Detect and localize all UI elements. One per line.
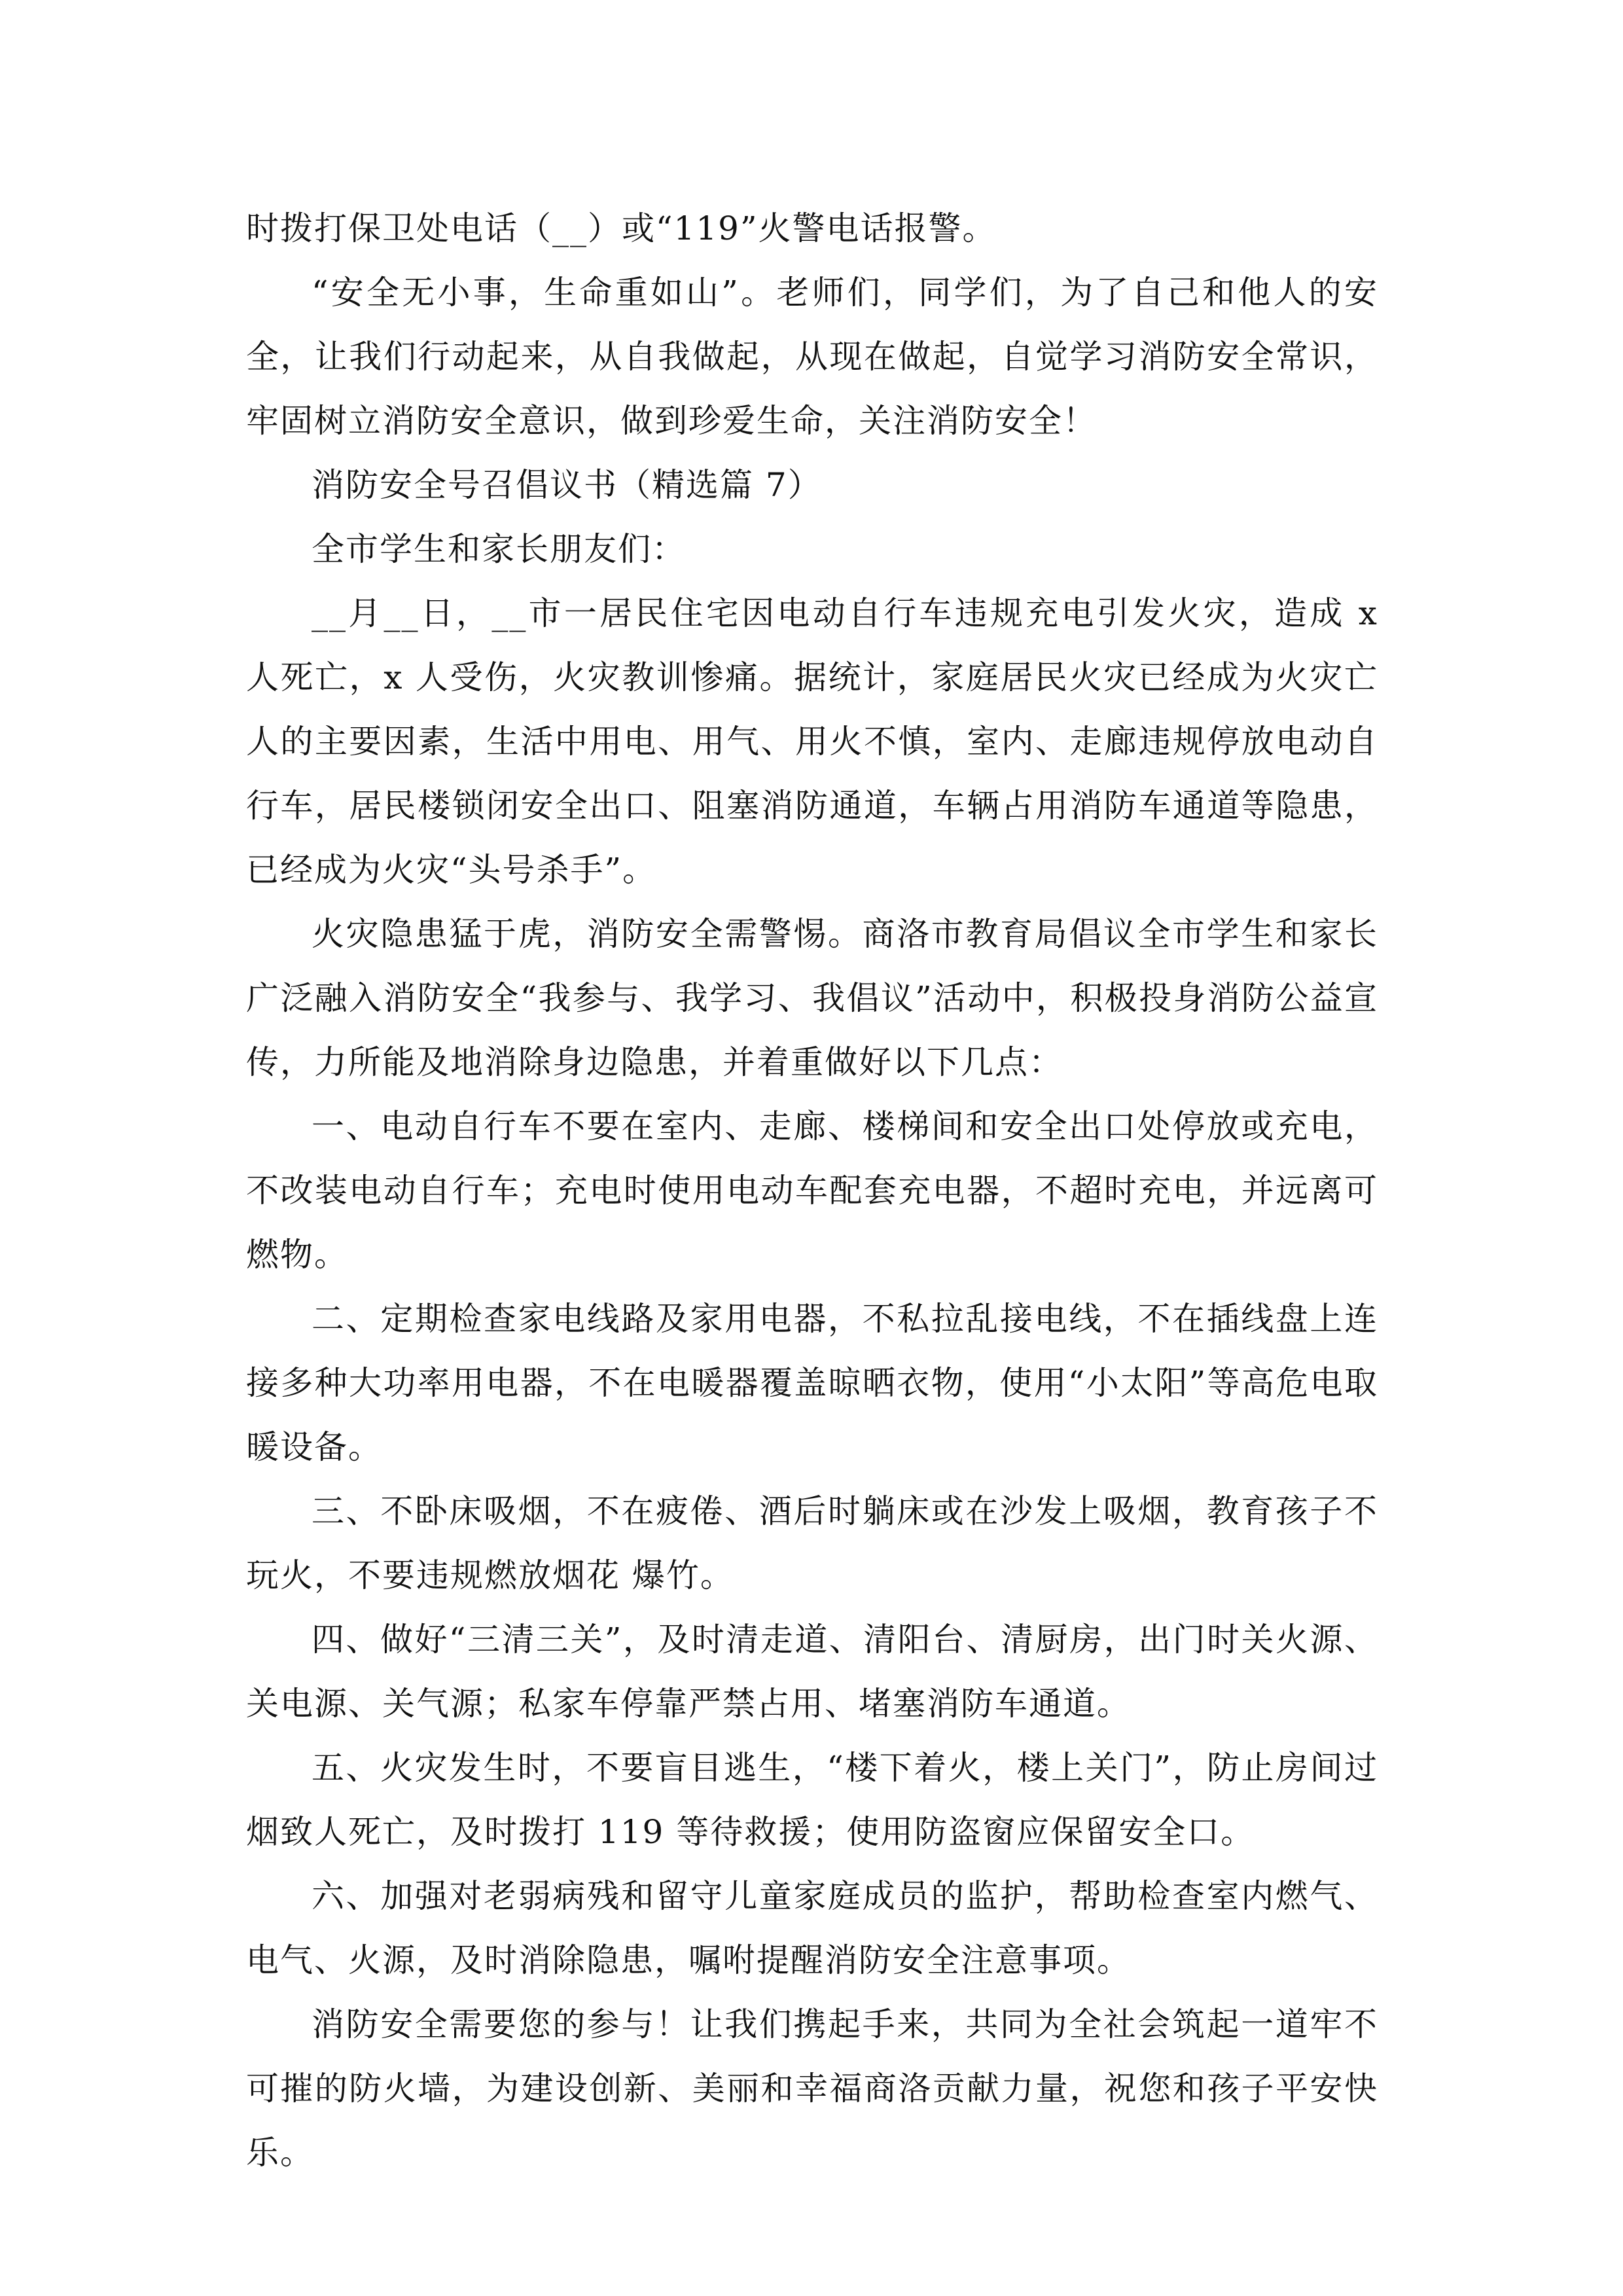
document-page [246,196,1378,2185]
closing-paragraph: 消防安全需要您的参与！让我们携起手来，共同为全社会筑起一道牢不可摧的防火墙，为建设创新、美丽和幸福商洛贡献力量，祝您和孩子平安快乐。 [246,2005,1378,2172]
paragraph-1: 时拨打保卫处电话（__）或“119”火警电话报警。 [246,209,997,247]
salutation: 全市学生和家长朋友们： [312,530,686,568]
item-1: 一、电动自行车不要在室内、走廊、楼梯间和安全出口处停放或充电，不改装电动自行车；充电时使用电动车配套充电器，不超时充电，并远离可燃物。 [246,1107,1378,1274]
paragraph-5: __月__日，__市一居民住宅因电动自行车违规充电引发火灾，造成 x 人死亡，x 人受伤，火灾教训惨痛。据统计，家庭居民火灾已经成为火灾亡人的主要因素，生活中用电、用气、用火不慎，室内、走廊违规停放电动自行车，居民楼锁闭安全出口、阻塞消防通道，车辆占用消防车通道等隐患，已经成为火灾“头号杀手”。 [246,594,1378,889]
paragraph-2: “安全无小事，生命重如山”。老师们，同学们，为了自己和他人的安全，让我们行动起来，从自我做起，从现在做起，自觉学习消防安全常识，牢固树立消防安全意识，做到珍爱生命，关注消防安全！ [246,274,1378,440]
section-heading: 消防安全号召倡议书（精选篇 7） [312,466,822,504]
item-6: 六、加强对老弱病残和留守儿童家庭成员的监护，帮助检查室内燃气、电气、火源，及时消除隐患，嘱咐提醒消防安全注意事项。 [246,1877,1378,1979]
item-3: 三、不卧床吸烟，不在疲倦、酒后时躺床或在沙发上吸烟，教育孩子不玩火，不要违规燃放烟花 爆竹。 [246,1492,1378,1594]
item-4: 四、做好“三清三关”，及时清走道、清阳台、清厨房，出门时关火源、关电源、关气源；私家车停靠严禁占用、堵塞消防车通道。 [246,1621,1378,1723]
paragraph-6: 火灾隐患猛于虎，消防安全需警惕。商洛市教育局倡议全市学生和家长广泛融入消防安全“我参与、我学习、我倡议”活动中，积极投身消防公益宣传，力所能及地消除身边隐患，并着重做好以下几点： [246,915,1378,1081]
item-2: 二、定期检查家电线路及家用电器，不私拉乱接电线，不在插线盘上连接多种大功率用电器，不在电暖器覆盖晾晒衣物，使用“小太阳”等高危电取暖设备。 [246,1300,1378,1466]
item-5: 五、火灾发生时，不要盲目逃生，“楼下着火，楼上关门”，防止房间过烟致人死亡，及时拨打 119 等待救援；使用防盗窗应保留安全口。 [246,1749,1378,1851]
